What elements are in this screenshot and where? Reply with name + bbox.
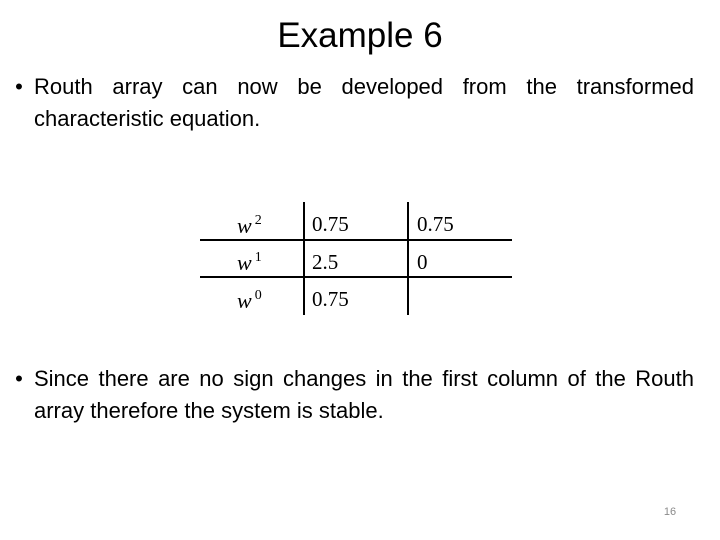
power-exponent: 2 bbox=[254, 213, 262, 228]
row-power-label bbox=[237, 208, 262, 239]
bullet-marker: • bbox=[15, 366, 23, 391]
column-divider bbox=[407, 202, 409, 315]
routh-cell: 0 bbox=[417, 250, 428, 274]
row-power-label bbox=[237, 283, 262, 314]
row-divider bbox=[200, 239, 512, 241]
page-number: 16 bbox=[663, 506, 677, 518]
routh-cell: 2.5 bbox=[312, 250, 339, 274]
bullet-text: Routh array can now be developed from the transformed characteristic equation. bbox=[34, 74, 694, 131]
power-exponent: 0 bbox=[254, 288, 262, 303]
routh-cell: 0.75 bbox=[417, 212, 454, 236]
routh-cell: 0.75 bbox=[312, 212, 349, 236]
bullet-text: Since there are no sign changes in the first column of the Routh array therefore the system is stable. bbox=[34, 366, 694, 423]
routh-cell: 0.75 bbox=[312, 287, 349, 311]
bullet-point-1 bbox=[4, 71, 694, 135]
power-variable: w bbox=[237, 288, 252, 313]
power-variable: w bbox=[237, 250, 252, 275]
slide-title: Example 6 bbox=[277, 16, 443, 55]
power-exponent: 1 bbox=[254, 250, 262, 265]
column-divider bbox=[303, 202, 305, 315]
bullet-point-2 bbox=[4, 363, 694, 427]
bullet-marker: • bbox=[15, 74, 23, 99]
row-power-label bbox=[237, 245, 262, 276]
row-divider bbox=[200, 276, 512, 278]
routh-array-table bbox=[200, 202, 512, 315]
power-variable: w bbox=[237, 213, 252, 238]
